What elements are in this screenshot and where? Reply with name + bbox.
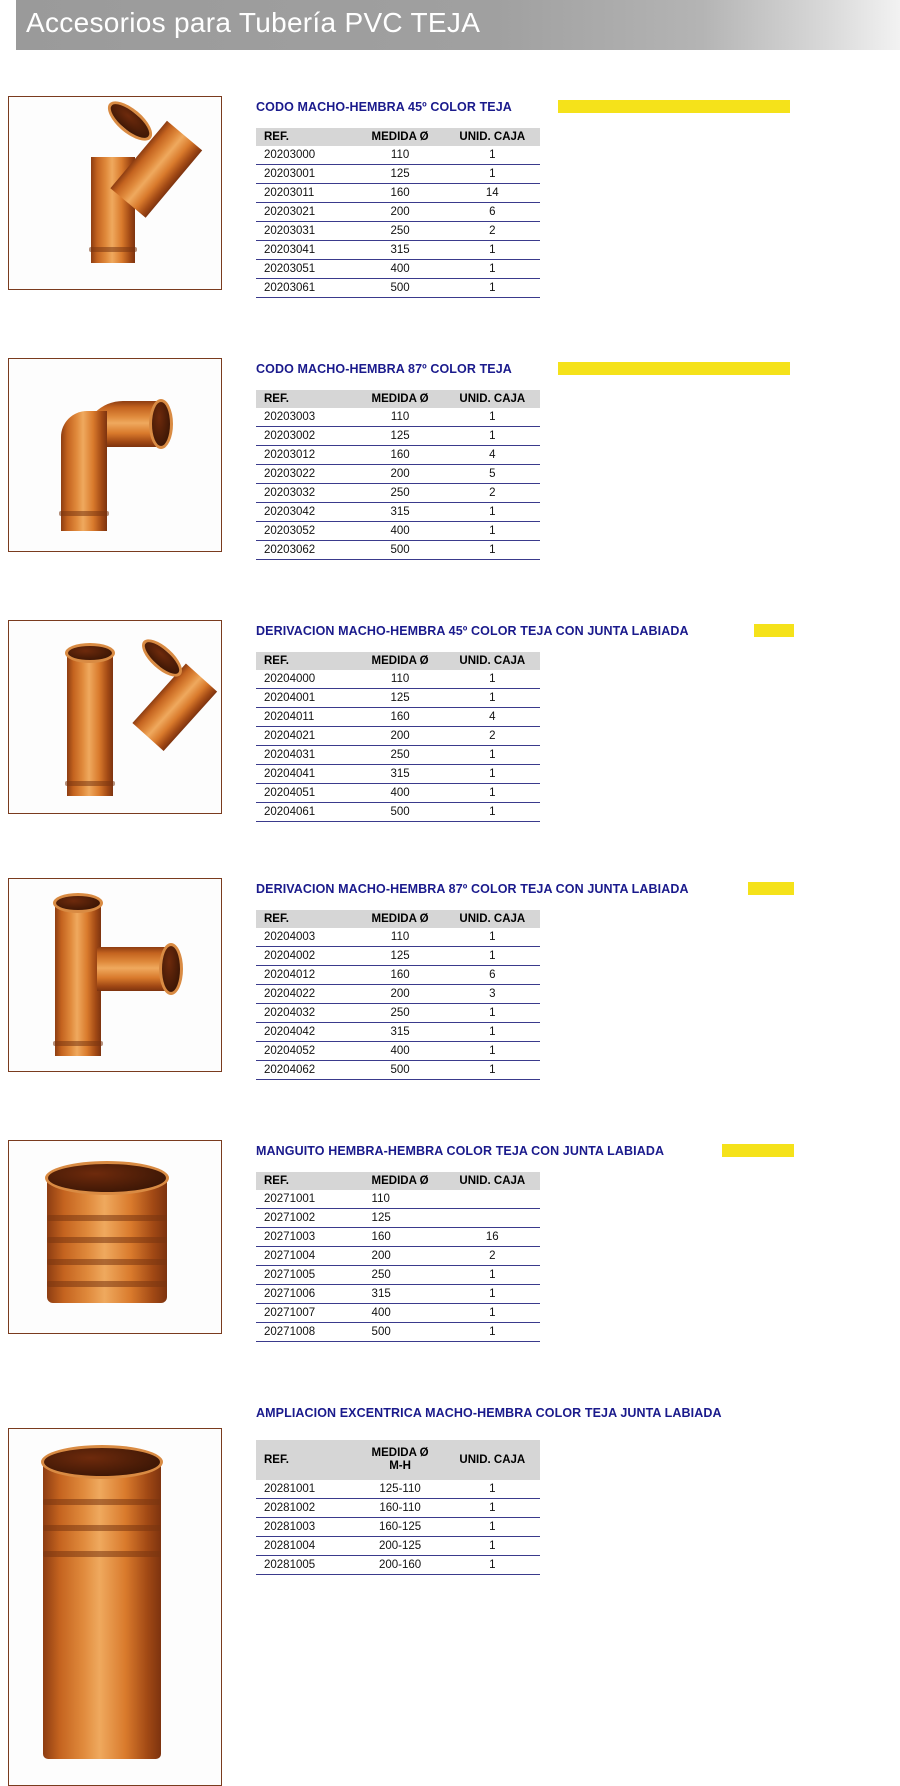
cell-medida: 400 xyxy=(356,1304,445,1323)
col-header-medida: MEDIDA Ø xyxy=(356,652,445,670)
cell-ref: 20271003 xyxy=(256,1228,356,1247)
fitting-body xyxy=(67,651,113,796)
cell-medida: 110 xyxy=(356,408,445,427)
cell-medida: 250 xyxy=(356,1266,445,1285)
table-row xyxy=(256,803,540,822)
cell-unidad: 1 xyxy=(445,1266,540,1285)
cell-ref: 20203032 xyxy=(256,484,356,503)
cell-medida: 200 xyxy=(356,465,445,484)
cell-unidad: 1 xyxy=(445,522,540,541)
fitting-ring xyxy=(43,1499,161,1505)
table-row xyxy=(256,1537,540,1556)
cell-ref: 20271006 xyxy=(256,1285,356,1304)
cell-ref: 20204012 xyxy=(256,966,356,985)
fitting-ring xyxy=(47,1281,167,1287)
table-header-row xyxy=(256,128,540,146)
cell-medida: 315 xyxy=(356,241,445,260)
cell-ref: 20203021 xyxy=(256,203,356,222)
table-row xyxy=(256,1285,540,1304)
cell-medida: 200-125 xyxy=(356,1537,445,1556)
cell-ref: 20281005 xyxy=(256,1556,356,1575)
product-photo-inner xyxy=(9,1429,221,1785)
product-photo-manguito xyxy=(8,1140,222,1334)
col-header-unidad: UNID. CAJA xyxy=(445,390,540,408)
cell-unidad: 1 xyxy=(445,1004,540,1023)
cell-medida: 160 xyxy=(356,966,445,985)
cell-unidad: 3 xyxy=(445,985,540,1004)
table-row xyxy=(256,947,540,966)
fitting-ring xyxy=(89,247,137,252)
cell-ref: 20203022 xyxy=(256,465,356,484)
product-title-row xyxy=(256,1406,796,1424)
cell-unidad: 4 xyxy=(445,446,540,465)
cell-unidad: 1 xyxy=(445,241,540,260)
cell-unidad: 1 xyxy=(445,146,540,165)
fitting-ring xyxy=(47,1237,167,1243)
col-header-medida: MEDIDA Ø xyxy=(356,128,445,146)
product-photo-inner xyxy=(9,359,221,551)
product-photo-derivacion-45 xyxy=(8,620,222,814)
cell-unidad: 6 xyxy=(445,203,540,222)
col-header-unidad: UNID. CAJA xyxy=(445,1440,540,1480)
table-row xyxy=(256,1004,540,1023)
page-right-margin xyxy=(795,50,900,1784)
cell-unidad xyxy=(445,1209,540,1228)
cell-ref: 20204021 xyxy=(256,727,356,746)
cell-ref: 20203061 xyxy=(256,279,356,298)
cell-ref: 20204011 xyxy=(256,708,356,727)
cell-unidad: 1 xyxy=(445,746,540,765)
product-title: MANGUITO HEMBRA-HEMBRA COLOR TEJA CON JUNTA LABIADA xyxy=(256,1144,665,1158)
table-row xyxy=(256,1480,540,1499)
col-header-medida: MEDIDA Ø xyxy=(356,1172,445,1190)
table-row xyxy=(256,484,540,503)
fitting-body xyxy=(55,901,101,1056)
cell-unidad: 1 xyxy=(445,765,540,784)
cell-medida: 200 xyxy=(356,1247,445,1266)
col-header-medida: MEDIDA Ø xyxy=(356,390,445,408)
product-photo-inner xyxy=(9,97,221,289)
cell-ref: 20204061 xyxy=(256,803,356,822)
cell-ref: 20271001 xyxy=(256,1190,356,1209)
spec-table xyxy=(256,1172,540,1342)
cell-unidad: 1 xyxy=(445,784,540,803)
cell-unidad: 5 xyxy=(445,465,540,484)
cell-unidad: 1 xyxy=(445,1518,540,1537)
cell-unidad: 1 xyxy=(445,1061,540,1080)
fitting-ring xyxy=(43,1551,161,1557)
cell-unidad: 6 xyxy=(445,966,540,985)
fitting-ring xyxy=(47,1215,167,1221)
table-row xyxy=(256,1247,540,1266)
table-row xyxy=(256,408,540,427)
cell-unidad: 1 xyxy=(445,408,540,427)
cell-unidad: 1 xyxy=(445,427,540,446)
cell-medida: 160 xyxy=(356,184,445,203)
fitting-socket-top xyxy=(65,643,115,663)
table-row xyxy=(256,1042,540,1061)
title-highlight-bar xyxy=(722,1144,794,1157)
cell-unidad: 1 xyxy=(445,689,540,708)
table-row xyxy=(256,241,540,260)
cell-ref: 20271005 xyxy=(256,1266,356,1285)
cell-unidad: 2 xyxy=(445,727,540,746)
cell-medida: 400 xyxy=(356,260,445,279)
col-header-unidad: UNID. CAJA xyxy=(445,128,540,146)
cell-ref: 20203051 xyxy=(256,260,356,279)
cell-unidad: 2 xyxy=(445,1247,540,1266)
cell-unidad: 2 xyxy=(445,222,540,241)
product-photo-inner xyxy=(9,1141,221,1333)
cell-ref: 20281002 xyxy=(256,1499,356,1518)
cell-ref: 20204001 xyxy=(256,689,356,708)
product-title: DERIVACION MACHO-HEMBRA 45º COLOR TEJA CON JUNTA LABIADA xyxy=(256,624,689,638)
cell-unidad: 1 xyxy=(445,503,540,522)
product-title-row xyxy=(256,1144,786,1162)
table-row xyxy=(256,765,540,784)
cell-unidad: 14 xyxy=(445,184,540,203)
table-row xyxy=(256,146,540,165)
cell-unidad: 1 xyxy=(445,803,540,822)
fitting-socket-branch xyxy=(159,943,183,995)
product-title: CODO MACHO-HEMBRA 45º COLOR TEJA xyxy=(256,100,512,114)
fitting-ring xyxy=(53,1041,103,1046)
col-header-ref: REF. xyxy=(256,390,356,408)
table-row xyxy=(256,966,540,985)
table-row xyxy=(256,279,540,298)
table-row xyxy=(256,222,540,241)
product-photo-ampliacion xyxy=(8,1428,222,1786)
cell-ref: 20271002 xyxy=(256,1209,356,1228)
cell-medida: 315 xyxy=(356,1023,445,1042)
cell-unidad: 1 xyxy=(445,541,540,560)
table-row xyxy=(256,427,540,446)
col-header-ref: REF. xyxy=(256,1172,356,1190)
cell-ref: 20203031 xyxy=(256,222,356,241)
title-highlight-bar xyxy=(754,624,794,637)
cell-unidad: 1 xyxy=(445,165,540,184)
table-row xyxy=(256,1556,540,1575)
cell-ref: 20203000 xyxy=(256,146,356,165)
cell-unidad xyxy=(445,1190,540,1209)
cell-medida: 250 xyxy=(356,746,445,765)
product-title: AMPLIACION EXCENTRICA MACHO-HEMBRA COLOR TEJA JUNTA LABIADA xyxy=(256,1406,722,1420)
cell-unidad: 1 xyxy=(445,260,540,279)
table-row xyxy=(256,465,540,484)
product-title-row xyxy=(256,624,786,642)
cell-medida: 160-110 xyxy=(356,1499,445,1518)
col-header-ref: REF. xyxy=(256,652,356,670)
spec-table xyxy=(256,128,540,298)
page-title: Accesorios para Tubería PVC TEJA xyxy=(26,7,481,38)
cell-ref: 20271007 xyxy=(256,1304,356,1323)
cell-medida: 400 xyxy=(356,1042,445,1061)
cell-ref: 20281003 xyxy=(256,1518,356,1537)
cell-unidad: 1 xyxy=(445,1304,540,1323)
table-row xyxy=(256,184,540,203)
cell-ref: 20203012 xyxy=(256,446,356,465)
cell-ref: 20281001 xyxy=(256,1480,356,1499)
table-header-row xyxy=(256,652,540,670)
cell-medida: 500 xyxy=(356,1061,445,1080)
cell-ref: 20204000 xyxy=(256,670,356,689)
product-title: CODO MACHO-HEMBRA 87º COLOR TEJA xyxy=(256,362,512,376)
cell-ref: 20204003 xyxy=(256,928,356,947)
cell-medida: 250 xyxy=(356,222,445,241)
cell-ref: 20271008 xyxy=(256,1323,356,1342)
table-header-row xyxy=(256,390,540,408)
spec-table xyxy=(256,652,540,822)
cell-medida: 250 xyxy=(356,484,445,503)
spec-table xyxy=(256,1440,540,1575)
cell-medida: 500 xyxy=(356,1323,445,1342)
page-header-band xyxy=(0,0,900,50)
cell-unidad: 1 xyxy=(445,928,540,947)
cell-medida: 200 xyxy=(356,203,445,222)
title-highlight-bar xyxy=(748,882,794,895)
cell-medida: 160 xyxy=(356,708,445,727)
cell-medida: 125 xyxy=(356,947,445,966)
fitting-elbow xyxy=(61,411,107,459)
cell-ref: 20204042 xyxy=(256,1023,356,1042)
cell-ref: 20281004 xyxy=(256,1537,356,1556)
cell-medida: 500 xyxy=(356,279,445,298)
col-header-unidad: UNID. CAJA xyxy=(445,910,540,928)
cell-medida: 200 xyxy=(356,985,445,1004)
cell-unidad: 1 xyxy=(445,1499,540,1518)
cell-medida: 315 xyxy=(356,503,445,522)
cell-unidad: 1 xyxy=(445,1480,540,1499)
table-row xyxy=(256,1499,540,1518)
cell-medida: 400 xyxy=(356,522,445,541)
col-header-medida: MEDIDA Ø xyxy=(356,910,445,928)
product-photo-derivacion-87 xyxy=(8,878,222,1072)
table-row xyxy=(256,928,540,947)
cell-ref: 20204051 xyxy=(256,784,356,803)
product-title: DERIVACION MACHO-HEMBRA 87º COLOR TEJA CON JUNTA LABIADA xyxy=(256,882,689,896)
cell-unidad: 1 xyxy=(445,279,540,298)
cell-unidad: 16 xyxy=(445,1228,540,1247)
col-header-unidad: UNID. CAJA xyxy=(445,1172,540,1190)
col-header-ref: REF. xyxy=(256,128,356,146)
table-row xyxy=(256,1323,540,1342)
cell-medida: 125 xyxy=(356,689,445,708)
cell-medida: 160 xyxy=(356,1228,445,1247)
table-row xyxy=(256,522,540,541)
fitting-socket-top xyxy=(45,1161,169,1195)
title-highlight-bar xyxy=(558,100,790,113)
cell-medida: 160-125 xyxy=(356,1518,445,1537)
fitting-ring xyxy=(65,781,115,786)
cell-ref: 20203002 xyxy=(256,427,356,446)
cell-unidad: 2 xyxy=(445,484,540,503)
table-row xyxy=(256,446,540,465)
table-row xyxy=(256,1061,540,1080)
cell-medida: 110 xyxy=(356,1190,445,1209)
cell-ref: 20204041 xyxy=(256,765,356,784)
table-header-row xyxy=(256,1172,540,1190)
cell-medida: 400 xyxy=(356,784,445,803)
cell-medida: 110 xyxy=(356,670,445,689)
cell-unidad: 4 xyxy=(445,708,540,727)
cell-medida: 500 xyxy=(356,541,445,560)
col-header-ref: REF. xyxy=(256,1440,356,1480)
fitting-ring xyxy=(59,511,109,516)
cell-medida: 125-110 xyxy=(356,1480,445,1499)
cell-medida: 110 xyxy=(356,146,445,165)
cell-ref: 20203052 xyxy=(256,522,356,541)
col-header-ref: REF. xyxy=(256,910,356,928)
cell-unidad: 1 xyxy=(445,1285,540,1304)
cell-unidad: 1 xyxy=(445,1556,540,1575)
table-row xyxy=(256,1228,540,1247)
table-row xyxy=(256,165,540,184)
table-row xyxy=(256,1304,540,1323)
cell-medida: 160 xyxy=(356,446,445,465)
cell-ref: 20204032 xyxy=(256,1004,356,1023)
cell-unidad: 1 xyxy=(445,1323,540,1342)
cell-unidad: 1 xyxy=(445,1537,540,1556)
header-left-notch xyxy=(0,0,16,50)
fitting-socket-top xyxy=(53,893,103,913)
table-row xyxy=(256,784,540,803)
table-row xyxy=(256,1023,540,1042)
fitting-socket xyxy=(149,399,173,449)
table-row xyxy=(256,727,540,746)
cell-medida: 500 xyxy=(356,803,445,822)
table-row xyxy=(256,670,540,689)
table-row xyxy=(256,1518,540,1537)
col-header-medida-mh: MEDIDA Ø M-H xyxy=(356,1440,445,1480)
fitting-ring xyxy=(43,1525,161,1531)
cell-medida: 250 xyxy=(356,1004,445,1023)
table-row xyxy=(256,689,540,708)
product-photo-codo-45 xyxy=(8,96,222,290)
title-highlight-bar xyxy=(558,362,790,375)
table-row xyxy=(256,503,540,522)
cell-ref: 20204022 xyxy=(256,985,356,1004)
cell-unidad: 1 xyxy=(445,1023,540,1042)
cell-ref: 20203001 xyxy=(256,165,356,184)
cell-medida: 125 xyxy=(356,1209,445,1228)
cell-unidad: 1 xyxy=(445,1042,540,1061)
fitting-ring xyxy=(47,1259,167,1265)
product-photo-codo-87 xyxy=(8,358,222,552)
cell-medida: 125 xyxy=(356,427,445,446)
col-header-unidad: UNID. CAJA xyxy=(445,652,540,670)
table-header-row xyxy=(256,1440,540,1480)
cell-medida: 110 xyxy=(356,928,445,947)
cell-ref: 20203062 xyxy=(256,541,356,560)
cell-medida: 200-160 xyxy=(356,1556,445,1575)
cell-unidad: 1 xyxy=(445,670,540,689)
cell-ref: 20204002 xyxy=(256,947,356,966)
table-header-row xyxy=(256,910,540,928)
table-row xyxy=(256,1190,540,1209)
table-row xyxy=(256,708,540,727)
product-photo-inner xyxy=(9,621,221,813)
table-row xyxy=(256,1209,540,1228)
table-row xyxy=(256,746,540,765)
cell-ref: 20203003 xyxy=(256,408,356,427)
table-row xyxy=(256,985,540,1004)
cell-ref: 20203042 xyxy=(256,503,356,522)
fitting-socket-top xyxy=(41,1445,163,1479)
cell-medida: 315 xyxy=(356,1285,445,1304)
table-row xyxy=(256,260,540,279)
cell-ref: 20204062 xyxy=(256,1061,356,1080)
cell-ref: 20204031 xyxy=(256,746,356,765)
cell-medida: 315 xyxy=(356,765,445,784)
cell-ref: 20203011 xyxy=(256,184,356,203)
table-row xyxy=(256,203,540,222)
table-row xyxy=(256,541,540,560)
spec-table xyxy=(256,390,540,560)
spec-table xyxy=(256,910,540,1080)
cell-medida: 125 xyxy=(356,165,445,184)
cell-ref: 20271004 xyxy=(256,1247,356,1266)
cell-ref: 20204052 xyxy=(256,1042,356,1061)
cell-unidad: 1 xyxy=(445,947,540,966)
table-row xyxy=(256,1266,540,1285)
product-title-row xyxy=(256,882,786,900)
product-photo-inner xyxy=(9,879,221,1071)
cell-ref: 20203041 xyxy=(256,241,356,260)
cell-medida: 200 xyxy=(356,727,445,746)
